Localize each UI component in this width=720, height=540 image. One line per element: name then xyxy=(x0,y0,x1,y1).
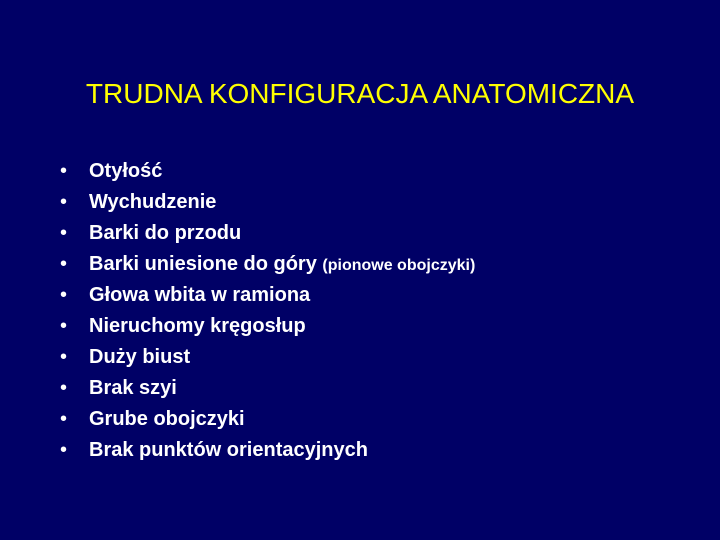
list-item-text: Brak szyi xyxy=(89,377,177,399)
bullet-icon: • xyxy=(60,160,68,182)
bullet-icon: • xyxy=(60,346,68,368)
bullet-list xyxy=(60,160,475,470)
list-item-text: Nieruchomy kręgosłup xyxy=(89,315,306,337)
list-item xyxy=(60,377,475,408)
list-item xyxy=(60,408,475,439)
list-item-note: (pionowe obojczyki) xyxy=(322,257,476,274)
bullet-icon: • xyxy=(60,377,68,399)
slide-title: TRUDNA KONFIGURACJA ANATOMICZNA xyxy=(85,78,635,109)
bullet-icon: • xyxy=(60,253,68,275)
list-item-text: Grube obojczyki xyxy=(89,408,245,430)
list-item-text: Barki do przodu xyxy=(89,222,242,244)
list-item xyxy=(60,346,475,377)
list-item xyxy=(60,315,475,346)
list-item-text: Głowa wbita w ramiona xyxy=(89,284,311,306)
bullet-icon: • xyxy=(60,408,68,430)
list-item-text: Duży biust xyxy=(89,346,191,368)
list-item xyxy=(60,253,475,284)
list-item xyxy=(60,284,475,315)
bullet-icon: • xyxy=(60,315,68,337)
bullet-icon: • xyxy=(60,439,68,461)
list-item-text: Barki uniesione do góry xyxy=(89,253,317,275)
list-item-text: Otyłość xyxy=(89,160,163,182)
bullet-icon: • xyxy=(60,284,68,306)
bullet-icon: • xyxy=(60,191,68,213)
list-item-text: Brak punktów orientacyjnych xyxy=(89,439,368,461)
list-item xyxy=(60,160,475,191)
list-item-text: Wychudzenie xyxy=(89,191,217,213)
list-item xyxy=(60,191,475,222)
list-item xyxy=(60,222,475,253)
list-item xyxy=(60,439,475,470)
bullet-icon: • xyxy=(60,222,68,244)
